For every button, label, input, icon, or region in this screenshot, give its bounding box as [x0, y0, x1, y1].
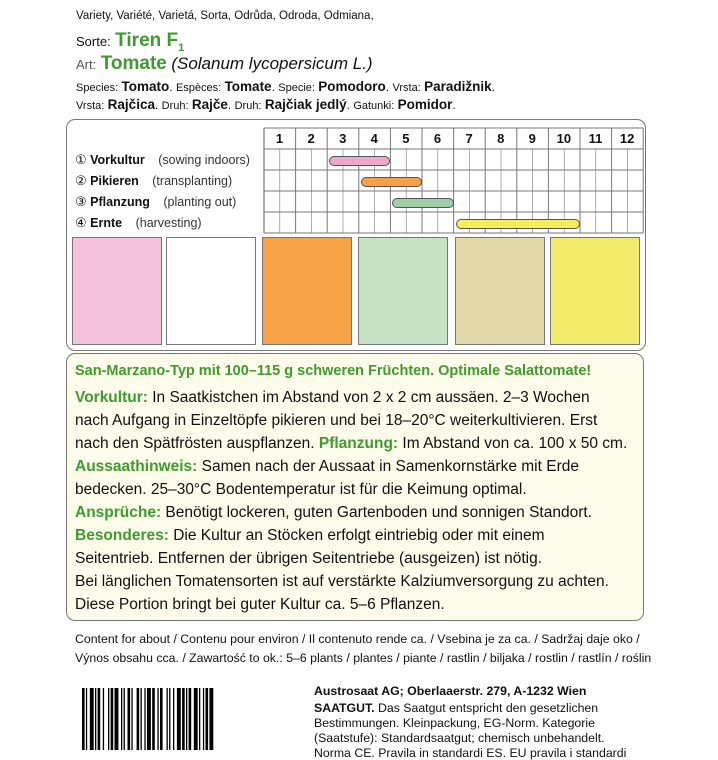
barcode-bar: [157, 688, 158, 750]
species-label: Druh:: [234, 100, 262, 112]
ansprueche-label: Ansprüche:: [75, 504, 162, 521]
species-label: Gatunki:: [353, 100, 395, 112]
species-value: Tomato: [121, 79, 170, 94]
barcode-bar: [82, 688, 85, 750]
month-number: 1: [275, 131, 284, 146]
art-latin: (Solanum lycopersicum L.): [171, 54, 373, 73]
art-value: Tomate: [100, 53, 167, 74]
barcode-bar: [209, 688, 213, 750]
month-number: 8: [497, 131, 505, 146]
barcode-bar: [98, 688, 101, 750]
barcode-bar: [124, 688, 125, 750]
step-english: (sowing indoors): [158, 153, 250, 167]
barcode-bar: [152, 688, 155, 750]
content-line-2: Výnos obsahu cca. / Zawartość to ok.: 5–6 plants / plantes / piante / rastlin / biljaka / rostlin / rastlín / roślin: [75, 651, 652, 665]
calendar-row-label: [75, 215, 202, 231]
barcode-bar: [103, 688, 104, 750]
barcode-bar: [131, 688, 132, 750]
month-number: 11: [588, 131, 603, 146]
art-label: Art:: [76, 57, 97, 72]
text-line-7: Besonderes: Die Kultur an Stöcken erfolgt eintriebig oder mit einem: [75, 527, 545, 544]
species-label: Vrsta:: [76, 100, 105, 112]
calendar-row-label: [75, 194, 236, 210]
company-line-3: (Saatstufe): Standardsaatgut; chemisch unbehandelt.: [314, 731, 605, 745]
species-label: Vrsta:: [392, 82, 421, 94]
variety-name: Tiren $F_1$: [115, 30, 185, 54]
barcode-bar: [90, 688, 94, 750]
pictogram-5: [455, 237, 545, 345]
barcode-bar: [137, 688, 140, 750]
step-number: ④: [75, 215, 87, 230]
vorkultur-label: Vorkultur:: [75, 389, 148, 406]
calendar-bar: [329, 156, 390, 166]
barcode-bar: [108, 688, 109, 750]
step-english: (transplanting): [152, 174, 233, 188]
species-value: Rajče: [191, 97, 228, 112]
species-value: Paradižnik: [424, 79, 492, 94]
month-number: 10: [556, 131, 572, 146]
barcode-bar: [160, 688, 163, 750]
species-value: Tomate: [224, 79, 272, 94]
sorte-label: Sorte:: [76, 34, 111, 49]
calendar-row-label: [75, 152, 250, 168]
species-value: Pomodoro: [318, 79, 386, 94]
pictogram-4: [358, 237, 448, 345]
barcode-bar: [115, 688, 119, 750]
besonderes-label: Besonderes:: [75, 527, 169, 544]
barcode-bar: [189, 688, 192, 750]
art-line: [76, 53, 373, 75]
month-number: 4: [370, 131, 378, 146]
species-value: Pomidor: [397, 97, 453, 112]
step-english: (harvesting): [135, 216, 202, 230]
step-name: Vorkultur: [90, 153, 145, 167]
month-number: 9: [528, 131, 536, 146]
step-number: ②: [75, 173, 87, 188]
pictogram-1: [72, 237, 162, 345]
species-label: Druh:: [161, 100, 189, 112]
barcode-bar: [128, 688, 131, 750]
description-box: [66, 353, 644, 621]
species-value: Rajčiak jedlý: [264, 97, 347, 112]
month-number: 5: [402, 131, 410, 146]
month-number: 2: [307, 131, 315, 146]
month-number: 3: [339, 131, 347, 146]
company-line-4: Norma CE. Pravila in standardi ES. EU pravila i standardi: [314, 746, 627, 760]
step-number: ③: [75, 194, 87, 209]
species-value: Rajčica: [107, 97, 155, 112]
pictogram-6: [550, 237, 640, 345]
month-number: 6: [433, 131, 442, 146]
text-line-9: Bei länglichen Tomatensorten ist auf verstärkte Kalziumversorgung zu achten.: [75, 573, 609, 590]
barcode-bar: [206, 688, 209, 750]
barcode-bar: [144, 688, 145, 750]
barcode-bar: [95, 688, 96, 750]
barcode: [82, 688, 302, 750]
barcode-bar: [169, 688, 170, 750]
text-line-10: Diese Portion bringt bei guter Kultur ca. 5–6 Pflanzen.: [75, 596, 445, 613]
step-number: ①: [75, 152, 87, 167]
barcode-bar: [111, 688, 114, 750]
month-number: 7: [465, 131, 473, 146]
text-line-6: Ansprüche: Benötigt lockeren, guten Gartenboden und sonnigen Standort.: [75, 504, 592, 521]
text-line-2: nach Aufgang in Einzeltöpfe pikieren und bei 18–20°C weiterkultivieren. Erst: [75, 412, 598, 429]
pictogram-2: [166, 237, 256, 345]
variety-prefix: Variety, Variété, Varietá, Sorta, Odrůda, Odroda, Odmiana,: [76, 10, 374, 22]
calendar-bar: [456, 219, 580, 229]
content-line-1: Content for about / Contenu pour environ / Il contenuto rende ca. / Vsebina je za ca. / Sadržaj daje oko /: [75, 632, 640, 646]
calendar-bar: [361, 177, 422, 187]
text-line-3: nach den Spätfrösten auspflanzen. Pflanzung: Im Abstand von ca. 100 x 50 cm.: [75, 435, 628, 452]
company-name: Austrosaat AG; Oberlaaerstr. 279, A-1232 Wien: [314, 684, 587, 698]
text-line-1: Vorkultur: In Saatkistchen im Abstand von 2 x 2 cm aussäen. 2–3 Wochen: [75, 389, 590, 406]
barcode-bar: [173, 688, 174, 750]
species-label: Espèces:: [175, 82, 222, 94]
aussaathinweis-label: Aussaathinweis:: [75, 458, 198, 475]
step-name: Pikieren: [90, 174, 139, 188]
f1-subscript: 1: [178, 41, 185, 54]
company-line-2: Bestimmungen. Kleinpackung, EG-Norm. Kategorie: [314, 716, 595, 730]
species-line-1: Species: Tomato. Espèces: Tomate. Specie: Pomodoro. Vrsta: Paradižnik.: [76, 79, 496, 94]
barcode-bar: [199, 688, 200, 750]
barcode-bar: [167, 688, 168, 750]
barcode-bar: [141, 688, 142, 750]
barcode-bar: [203, 688, 204, 750]
sorte-line: [76, 30, 184, 54]
text-line-5: bedecken. 25–30°C Bodentemperatur ist für die Keimung optimal.: [75, 481, 527, 498]
barcode-bar: [86, 688, 87, 750]
headline: San-Marzano-Typ mit 100–115 g schweren Früchten. Optimale Salattomate!: [75, 363, 592, 379]
barcode-bar: [177, 688, 181, 750]
step-name: Ernte: [90, 216, 123, 230]
pflanzung-label: Pflanzung:: [318, 435, 399, 452]
species-label: Specie:: [278, 82, 315, 94]
calendar-row-label: [75, 173, 232, 189]
text-line-4: Aussaathinweis: Samen nach der Aussaat in Samenkornstärke mit Erde: [75, 458, 579, 475]
pictogram-3: [262, 237, 352, 345]
barcode-bar: [182, 688, 185, 750]
calendar-bar: [392, 198, 453, 208]
text-line-8: Seitentrieb. Entfernen der übrigen Seitentriebe (ausgeizen) ist nötig.: [75, 550, 543, 567]
species-label: Species:: [76, 82, 119, 94]
company-line-1: SAATGUT. Das Saatgut entspricht den gesetzlichen: [314, 701, 599, 715]
barcode-bar: [147, 688, 151, 750]
step-name: Pflanzung: [90, 195, 150, 209]
barcode-bar: [121, 688, 122, 750]
species-line-2: Vrsta: Rajčica. Druh: Rajče. Druh: Rajčiak jedlý. Gatunki: Pomidor.: [76, 97, 456, 112]
barcode-bar: [194, 688, 198, 750]
barcode-bar: [186, 688, 187, 750]
step-english: (planting out): [163, 195, 237, 209]
month-number: 12: [619, 131, 635, 146]
